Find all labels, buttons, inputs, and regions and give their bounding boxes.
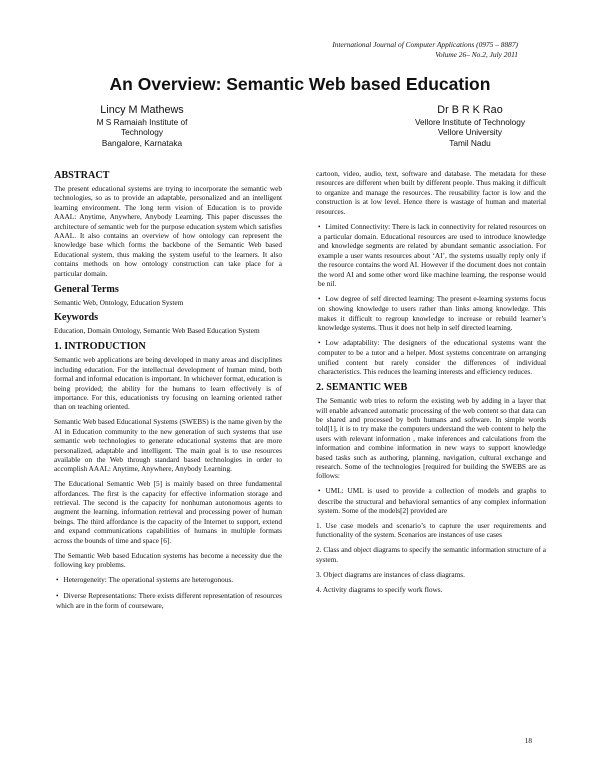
right-column [316,169,546,599]
keywords-heading: Keywords [54,312,99,324]
paragraph: Semantic Web based Educational Systems (SWEBS) is the name given by the AI in Education community to the new generation of such systems that use semantic web technologies to generate educational systems that are more personalized, adaptable and intelligent. The main goal is to use resources available on the Web through standard based technologies in order to accomplish AAAL: Anytime, Anywhere, Anybody Learning. [54,417,282,474]
numbered-item: 2. Class and object diagrams to specify the semantic information structure of a system. [316,545,546,564]
bullet-text: Diverse Representations: There exists different representation of resources which are in the form of courseware, [56,590,282,611]
author-name: Lincy M Mathews [100,104,184,116]
abstract-text: The present educational systems are trying to incorporate the semantic web technologies, so as to provide an adaptable, personalized and an intelligent learning environment. The long term vision of Education is to provide AAAL: Anytime, Anywhere, Anybody Learning. This paper discusses the architecture of semantic web for the purpose education system which satisfies AAAL. It also contains an overview of how ontology can represent the knowledge base which forms the backbone of the Semantic Web based Educational system, thus making the system useful to the learners. It also contains methods on how ontology construction can take place for a particular domain. [54,184,282,278]
bullet-marker: • [318,339,321,347]
bullet-marker: • [56,591,59,600]
paragraph: The Semantic web tries to reform the existing web by adding in a layer that will enable advanced automatic processing of the web content so that data can be shared and processed by both humans and software. In simple words told[1], it is to try make the computers understand the web content to help the users with relevant information , make inferences and calculations from the information and combine information in new ways to support knowledge based tasks such as authoring, planning, navigation, cultural exchange and research. Some of the technologies [required for building the SWEBS are as follows: [316,396,546,481]
paper-title: An Overview: Semantic Web based Education [109,74,491,94]
general-terms-heading: General Terms [54,283,119,295]
numbered-item: 1. Use case models and scenario’s to capture the user requirements and functionality of the system. Scenarios are instances of use cases [316,521,546,540]
bullet-marker: • [318,294,321,303]
numbered-item: 4. Activity diagrams to specify work flows. [316,584,443,594]
introduction-heading: 1. INTRODUCTION [54,341,146,353]
abstract-heading: ABSTRACT [54,170,110,181]
author-name: Dr B R K Rao [437,104,503,116]
paragraph: cartoon, video, audio, text, software and database. The metadata for these resources are different when built by different people. Thus making it difficult to organize and manage the resources. The reusability factor is low and the construction is at low level. Hence there is wastage of human and material resources. [316,169,546,216]
paragraph: Semantic web applications are being developed in many areas and disciplines including education. For the intellectual development of human mind, both formal and informal education is important. In whichever format, education is being provided; the ability for the humans to learn effectively is of importance. For this, educationists try focusing on learning oriented rather than on teaching oriented. [54,355,282,412]
paragraph: The Educational Semantic Web [5] is mainly based on three fundamental affordances. The first is the capacity for effective information storage and retrieval. The second is the capacity for nonhuman autonomous agents to augment the learning, information retrieval and processing power of human beings. The third affordance is the capacity of the Internet to support, extend and expand communications capabilities of humans in multiple formats across the bounds of time and space [6]. [54,479,282,545]
journal-name: International Journal of Computer Applications (0975 – 8887) [332,40,518,49]
bullet-item [316,486,546,515]
author-affiliation: Vellore Institute of Technology [414,117,526,127]
author-block-1 [72,104,212,148]
author-affiliation: Vellore University [437,127,503,138]
journal-header [332,40,518,59]
bullet-text: UML: UML is used to provide a collection of models and graphs to describe the structural and behavioral semantics of any complex information system. Some of the models[2] provided are [318,486,546,516]
author-location: Tamil Nadu [449,137,491,148]
bullet-text: Low adaptability: The designers of the educational systems want the computer to be a tutor and a helper. Most systems concentrate on arranging unified content but rarely consider the differences of individual characteristics. This reduces the learning interests and efficiency reduces. [318,338,546,377]
author-affiliation: Technology [121,127,163,138]
bullet-item [316,338,546,377]
bullet-item [316,222,546,289]
bullet-item [316,294,546,333]
page-number: 18 [524,736,532,745]
author-block-2 [388,104,552,148]
semantic-web-heading: 2. SEMANTIC WEB [316,382,408,394]
numbered-item: 3. Object diagrams are instances of class diagrams. [316,569,465,579]
bullet-item [54,575,282,585]
bullet-marker: • [318,222,321,231]
left-column [54,167,282,616]
bullet-text: Heterogeneity: The operational systems are heterogonous. [63,574,234,584]
bullet-item [54,591,282,611]
author-location: Bangalore, Karnataka [101,137,183,148]
bullet-text: Low degree of self directed learning: The present e-learning systems focus on showing knowledge to users rather than links among knowledge. This makes it difficult to regroup knowledge to increase or rebuild learner’s knowledge systems. Thus it does not help in self directed learning. [318,293,546,333]
journal-volume: Volume 26– No.2, July 2011 [435,49,518,59]
general-terms-text: Semantic Web, Ontology, Education System [54,297,184,307]
bullet-marker: • [318,487,321,496]
bullet-marker: • [56,575,59,584]
author-affiliation: M S Ramaiah Institute of [96,117,188,127]
paragraph: The Semantic Web based Education systems has become a necessity due the following key problems. [54,550,282,569]
keywords-text: Education, Domain Ontology, Semantic Web Based Education System [54,326,260,336]
bullet-text: Limited Connectivity: There is lack in connectivity for related resources on a particular domain. Educational resources are used to introduce knowledge and knowledge segments are related by abundant semantic association. For example a user wants resources about ‘AI’, the systems usually reply only if the resource contains the word AI. However if the document does not contain the word AI and some other word like machine learning, the response would be nil. [318,221,546,288]
